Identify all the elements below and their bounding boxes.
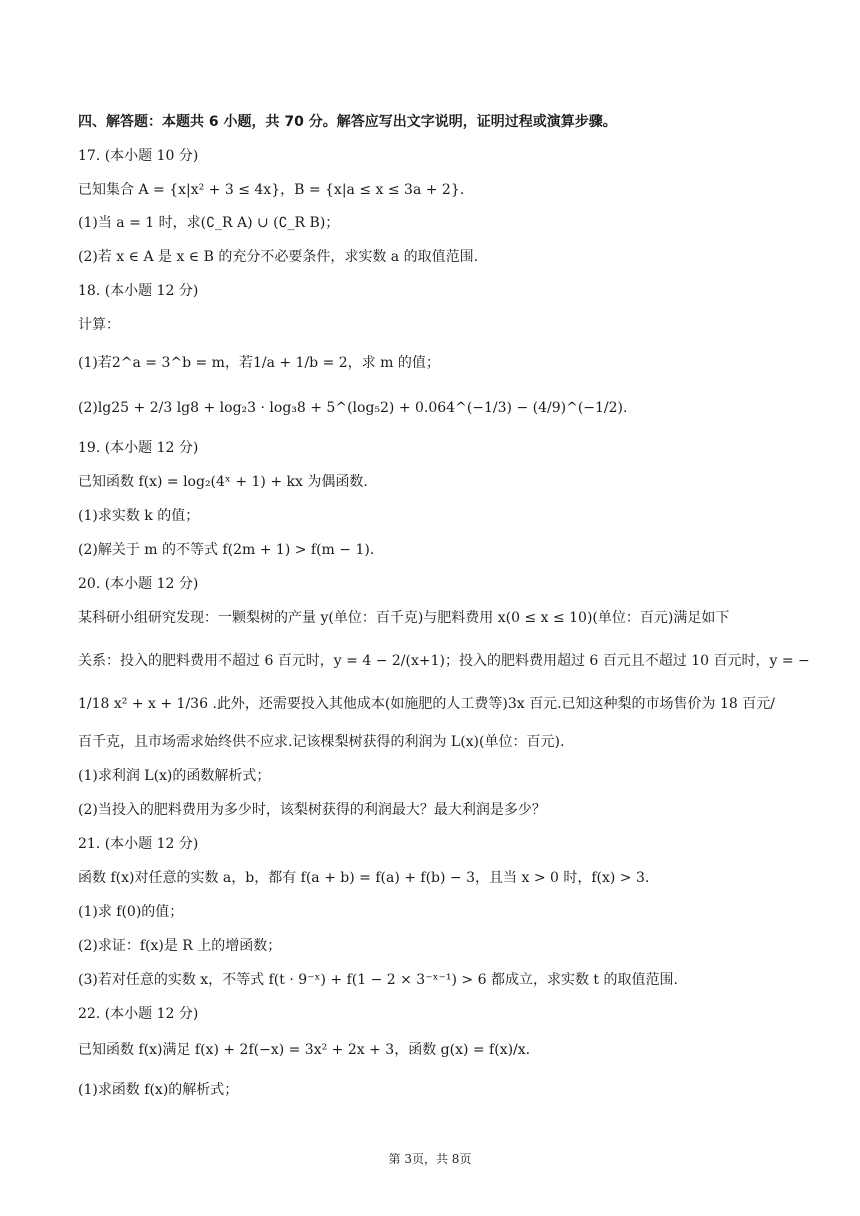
problem-21-line-3: (2)求证：f(x)是 R 上的增函数； bbox=[78, 938, 282, 954]
problem-20-line-3: 1/18 x² + x + 1/36 .此外，还需要投入其他成本(如施肥的人工费等)3x 百元.已知这种梨的市场售价为 18 百元/ bbox=[78, 696, 775, 712]
problem-19-line-1: 已知函数 f(x) = log₂(4ˣ + 1) + kx 为偶函数. bbox=[78, 474, 368, 490]
problem-20-header: 20. (本小题 12 分) bbox=[78, 576, 199, 592]
problem-17-line-1: 已知集合 A = {x|x² + 3 ≤ 4x}，B = {x|a ≤ x ≤ 3a + 2}. bbox=[78, 182, 465, 198]
problem-20-line-1: 某科研小组研究发现：一颗梨树的产量 y(单位：百千克)与肥料费用 x(0 ≤ x ≤ 10)(单位：百元)满足如下 bbox=[78, 610, 730, 626]
problem-20-line-2: 关系：投入的肥料费用不超过 6 百元时，y = 4 − 2/(x+1)；投入的肥料费用超过 6 百元且不超过 10 百元时，y = − bbox=[78, 653, 810, 669]
problem-17-header: 17. (本小题 10 分) bbox=[78, 148, 199, 164]
problem-18-line-2: (1)若2^a = 3^b = m，若1/a + 1/b = 2，求 m 的值； bbox=[78, 355, 440, 371]
problem-20-line-4: 百千克，且市场需求始终供不应求.记该棵梨树获得的利润为 L(x)(单位：百元). bbox=[78, 734, 565, 750]
problem-20-line-5: (1)求利润 L(x)的函数解析式； bbox=[78, 768, 271, 784]
problem-19-header: 19. (本小题 12 分) bbox=[78, 440, 199, 456]
page-footer: 第 3页，共 8页 bbox=[388, 1152, 472, 1166]
problem-21-line-2: (1)求 f(0)的值； bbox=[78, 904, 184, 920]
problem-19-line-3: (2)解关于 m 的不等式 f(2m + 1) > f(m − 1). bbox=[78, 542, 375, 558]
problem-22-line-1: 已知函数 f(x)满足 f(x) + 2f(−x) = 3x² + 2x + 3，函数 g(x) = f(x)/x. bbox=[78, 1042, 531, 1058]
problem-18-line-1: 计算： bbox=[78, 317, 120, 333]
problem-21-line-4: (3)若对任意的实数 x，不等式 f(t · 9⁻ˣ) + f(1 − 2 × 3⁻ˣ⁻¹) > 6 都成立，求实数 t 的取值范围. bbox=[78, 972, 678, 988]
problem-21-line-1: 函数 f(x)对任意的实数 a，b，都有 f(a + b) = f(a) + f(b) − 3，且当 x > 0 时，f(x) > 3. bbox=[78, 870, 650, 886]
problem-22-header: 22. (本小题 12 分) bbox=[78, 1006, 199, 1022]
problem-20-line-6: (2)当投入的肥料费用为多少时，该梨树获得的利润最大？最大利润是多少？ bbox=[78, 802, 546, 818]
problem-18-line-3: (2)lg25 + 2/3 lg8 + log₂3 · log₃8 + 5^(log₅2) + 0.064^(−1/3) − (4/9)^(−1/2). bbox=[78, 400, 628, 416]
problem-17-line-3: (2)若 x ∈ A 是 x ∈ B 的充分不必要条件，求实数 a 的取值范围. bbox=[78, 249, 479, 265]
problem-22-line-2: (1)求函数 f(x)的解析式； bbox=[78, 1082, 239, 1098]
problem-19-line-2: (1)求实数 k 的值； bbox=[78, 508, 200, 524]
problem-17-line-2: (1)当 a = 1 时，求(∁_R A) ∪ (∁_R B)； bbox=[78, 215, 340, 231]
problem-18-header: 18. (本小题 12 分) bbox=[78, 283, 199, 299]
problem-21-header: 21. (本小题 12 分) bbox=[78, 836, 199, 852]
section-heading: 四、解答题：本题共 6 小题，共 70 分。解答应写出文字说明，证明过程或演算步骤。 bbox=[78, 114, 617, 130]
